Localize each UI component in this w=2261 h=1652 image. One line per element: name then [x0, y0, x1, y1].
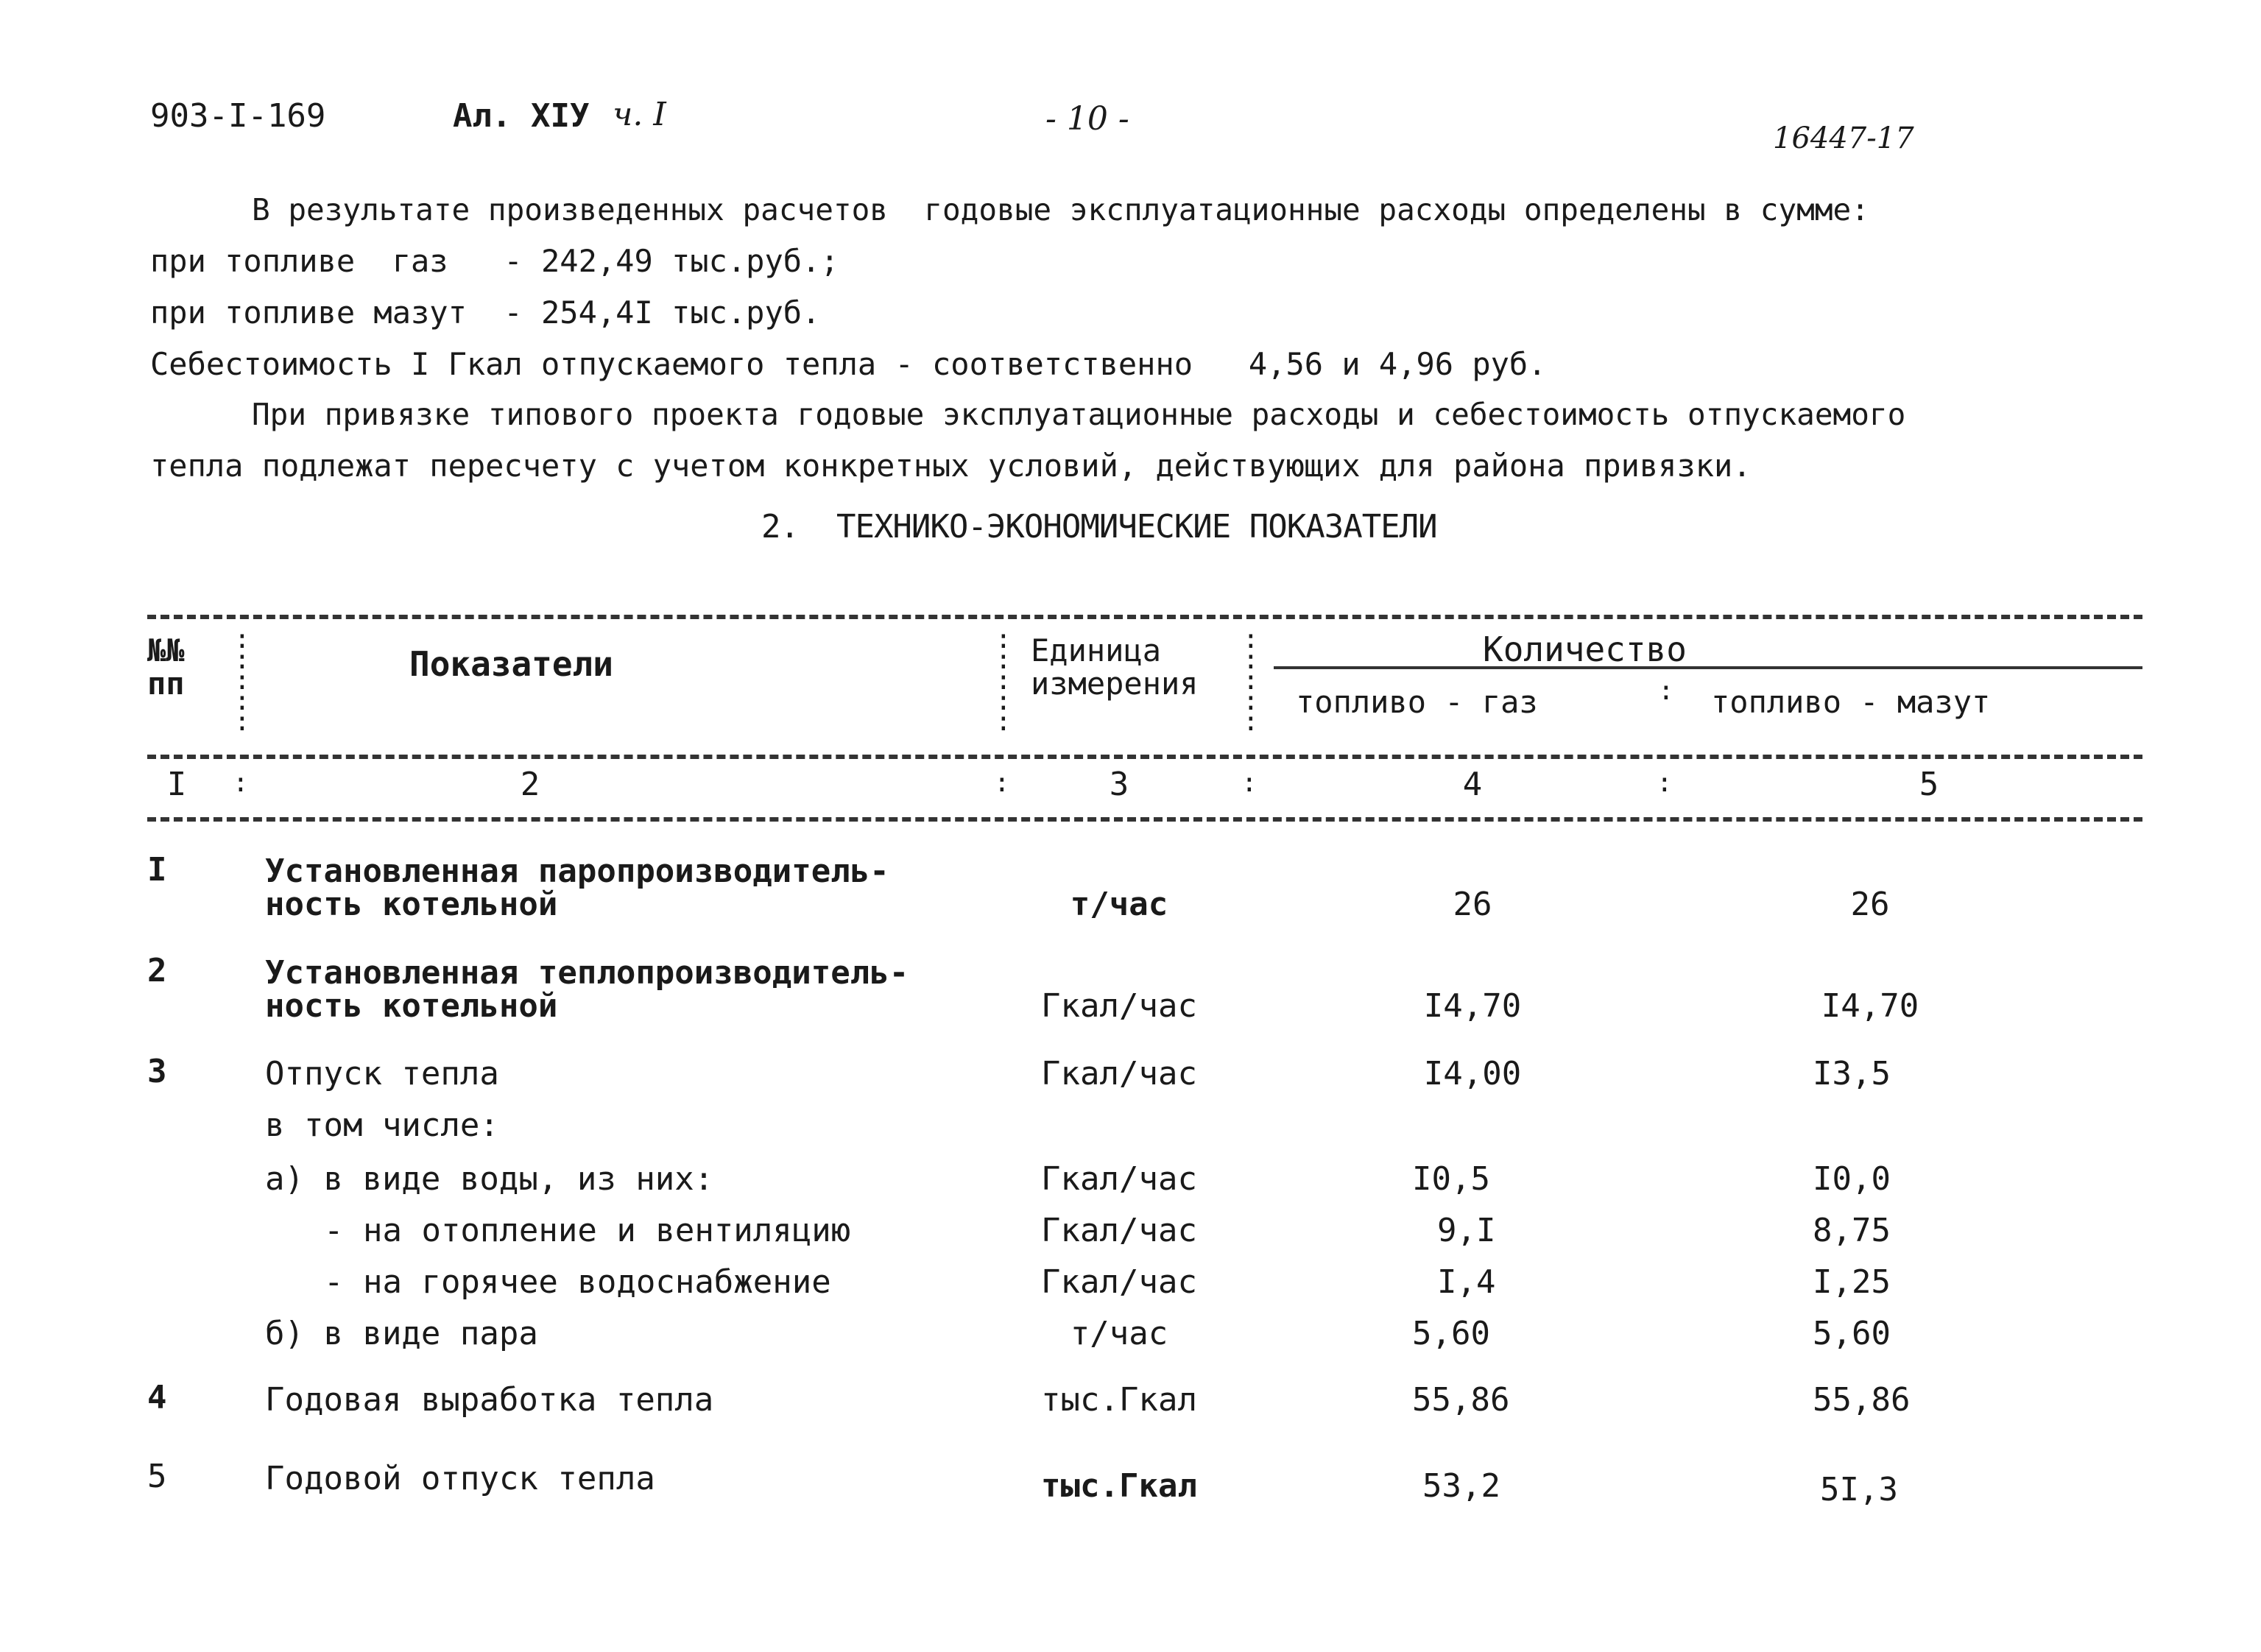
row-heating-oil: 8,75 — [1813, 1212, 1891, 1249]
col-no-header-2: пп — [147, 666, 185, 702]
col-number-2: 2 — [520, 766, 540, 803]
row-2-name: Установленная теплопроизводитель- — [265, 954, 909, 992]
col-indicator-header: Показатели — [409, 644, 613, 684]
row-hot-water-oil: I,25 — [1813, 1263, 1891, 1301]
row-5-gas: 53,2 — [1422, 1467, 1500, 1505]
col-unit-header: Единица — [1031, 632, 1162, 668]
header-rule — [147, 755, 2142, 759]
row-hot-water-gas: I,4 — [1437, 1263, 1496, 1301]
row-4-gas: 55,86 — [1412, 1381, 1510, 1419]
row-3b-oil: 5,60 — [1813, 1315, 1891, 1352]
row-1-gas: 26 — [1453, 886, 1492, 923]
row-3-number: 3 — [147, 1053, 167, 1090]
row-heating-unit: Гкал/час — [1041, 1212, 1197, 1249]
row-2-number: 2 — [147, 952, 167, 989]
row-4-unit: тыс.Гкал — [1041, 1381, 1197, 1419]
col-no-header: №№ — [147, 632, 185, 668]
row-3-oil: I3,5 — [1813, 1055, 1891, 1092]
album-part-handwritten: ч. I — [613, 96, 666, 133]
row-3-including: в том числе: — [265, 1106, 499, 1144]
num-separator-3: : — [1241, 768, 1258, 798]
col-number-1: I — [166, 766, 187, 803]
row-1-unit: т/час — [1070, 886, 1168, 923]
row-3b-gas: 5,60 — [1412, 1315, 1490, 1352]
row-1-number: I — [147, 851, 167, 889]
section-title: 2. ТЕХНИКО-ЭКОНОМИЧЕСКИЕ ПОКАЗАТЕЛИ — [761, 508, 1437, 546]
col-number-4: 4 — [1462, 766, 1483, 803]
row-4-name: Годовая выработка тепла — [265, 1381, 714, 1419]
col-separator-4: : — [1658, 676, 1674, 706]
num-separator-4: : — [1657, 768, 1673, 798]
row-5-oil: 5I,3 — [1820, 1471, 1898, 1508]
col-number-3: 3 — [1109, 766, 1129, 803]
row-3-unit: Гкал/час — [1041, 1055, 1197, 1092]
row-heating-name: - на отопление и вентиляцию — [324, 1212, 851, 1249]
col-number-5: 5 — [1919, 766, 1939, 803]
row-5-name: Годовой отпуск тепла — [265, 1460, 655, 1497]
album-label: Ал. XIУ — [453, 97, 590, 135]
row-1-name: Установленная паропроизводитель- — [265, 853, 889, 890]
row-2-oil: I4,70 — [1821, 987, 1919, 1025]
intro-line-4: Себестоимость I Гкал отпускаемого тепла - соответственно 4,56 и 4,96 руб. — [150, 346, 1547, 382]
archive-number-handwritten: 16447-17 — [1773, 121, 1914, 155]
num-separator-1: : — [233, 768, 249, 798]
intro-line-3: при топливе мазут - 254,4I тыс.руб. — [150, 294, 821, 331]
num-separator-2: : — [994, 768, 1010, 798]
row-3a-oil: I0,0 — [1813, 1160, 1891, 1198]
intro-line-2: при топливе газ - 242,49 тыс.руб.; — [150, 243, 839, 279]
row-3b-unit: т/час — [1070, 1315, 1168, 1352]
row-3a-unit: Гкал/час — [1041, 1160, 1197, 1198]
row-2-gas: I4,70 — [1423, 987, 1522, 1025]
document-code: 903-I-169 — [150, 97, 326, 135]
row-3-gas: I4,00 — [1423, 1055, 1522, 1092]
row-3b-name: б) в виде пара — [265, 1315, 538, 1352]
intro-line-1: В результате произведенных расчетов годовые эксплуатационные расходы определены в сумме: — [252, 192, 1869, 227]
row-1-name-2: ность котельной — [265, 886, 558, 923]
col-separator-3: : : : : : — [1243, 624, 1259, 737]
col-quantity-header: Количество — [1483, 629, 1687, 669]
page-number: - 10 - — [1045, 100, 1129, 138]
quantity-underline — [1274, 666, 2142, 669]
intro-line-5: При привязке типового проекта годовые эксплуатационные расходы и себестоимость отпускаемого — [252, 397, 1906, 432]
intro-line-6: тепла подлежат пересчету с учетом конкретных условий, действующих для района привязки. — [150, 448, 1752, 484]
col-unit-header-2: измерения — [1031, 666, 1199, 702]
col-oil-header: топливо - мазут — [1711, 684, 1991, 720]
row-3-name: Отпуск тепла — [265, 1055, 499, 1092]
row-3a-name: а) в виде воды, из них: — [265, 1160, 714, 1198]
row-heating-gas: 9,I — [1437, 1212, 1496, 1249]
row-4-oil: 55,86 — [1813, 1381, 1911, 1419]
row-2-unit: Гкал/час — [1041, 987, 1197, 1025]
row-2-name-2: ность котельной — [265, 987, 558, 1025]
col-gas-header: топливо - газ — [1296, 684, 1538, 720]
numbers-rule — [147, 817, 2142, 822]
row-hot-water-name: - на горячее водоснабжение — [324, 1263, 831, 1301]
col-separator-2: : : : : : — [995, 624, 1012, 737]
row-hot-water-unit: Гкал/час — [1041, 1263, 1197, 1301]
col-separator-1: : : : : : — [234, 624, 250, 737]
row-3a-gas: I0,5 — [1412, 1160, 1490, 1198]
row-4-number: 4 — [147, 1379, 167, 1416]
row-5-number: 5 — [147, 1458, 167, 1495]
table-top-rule — [147, 615, 2142, 619]
row-5-unit: тыс.Гкал — [1041, 1467, 1197, 1505]
row-1-oil: 26 — [1850, 886, 1890, 923]
